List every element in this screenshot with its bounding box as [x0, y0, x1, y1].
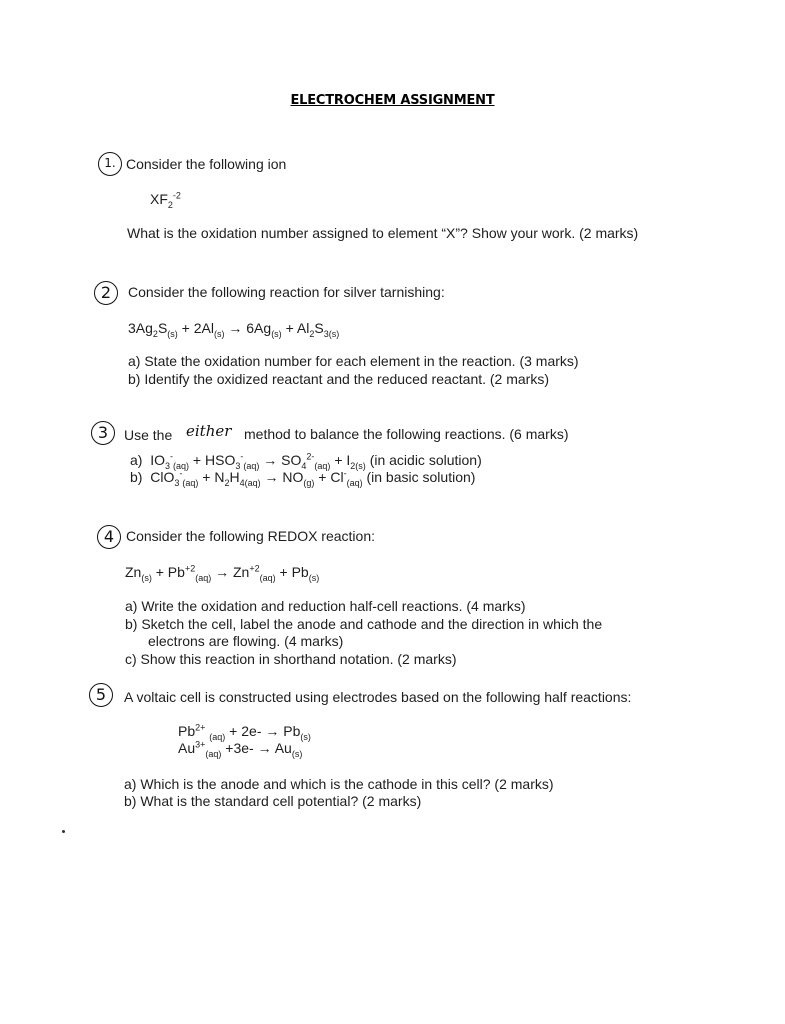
question-1-intro: Consider the following ion — [126, 156, 287, 172]
question-4-number-circle — [97, 525, 121, 549]
page-title: ELECTROCHEM ASSIGNMENT — [290, 93, 495, 108]
question-1-prompt: What is the oxidation number assigned to element “X”? Show your work. (2 marks) — [127, 225, 639, 241]
question-3-handwritten-word: either — [186, 422, 232, 440]
question-4-intro: Consider the following REDOX reaction: — [126, 528, 376, 544]
question-5-number-circle — [89, 683, 113, 707]
question-4-equation: $Zn_{(s)} + Pb^{+2}_{(aq)} \to Zn^{+2}_{(aq)} + Pb_{(s)}$ — [125, 563, 320, 583]
question-3-reaction-b: b) $ClO_3^-_{(aq)} + N_2H_{4(aq)} \to NO_{(g)} + Cl^-_{(aq)}$ (in basic solution) — [130, 468, 476, 488]
question-2-number: 2 — [100, 283, 112, 302]
question-1-ion: $XF_2^{-2}$ — [150, 190, 181, 210]
question-5-part-a: a) Which is the anode and which is the cathode in this cell? (2 marks) — [124, 776, 554, 792]
question-3-number: 3 — [97, 423, 109, 442]
question-3-number-circle — [91, 421, 115, 445]
question-2-number-circle — [94, 281, 118, 305]
question-3-reaction-a: a) $IO_3^-_{(aq)} + HSO_3^-_{(aq)} \to SO_4^{2-}_{(aq)} + I_{2(s)}$ (in acidic solution) — [130, 451, 482, 471]
question-2-part-a: a) State the oxidation number for each element in the reaction. (3 marks) — [128, 353, 579, 369]
question-5-part-b: b) What is the standard cell potential? (2 marks) — [124, 793, 422, 809]
stray-mark — [62, 830, 65, 833]
question-5-number: 5 — [95, 685, 107, 704]
question-2-part-b: b) Identify the oxidized reactant and the reduced reactant. (2 marks) — [128, 371, 550, 387]
question-4-part-a: a) Write the oxidation and reduction half-cell reactions. (4 marks) — [125, 598, 526, 614]
question-1-number: 1. — [104, 156, 116, 170]
question-3-intro-post: method to balance the following reactions. (6 marks) — [244, 426, 569, 442]
question-2-intro: Consider the following reaction for silver tarnishing: — [128, 284, 445, 300]
question-5-half-reaction-2: $Au^{3+}_{(aq)} +3e- \to Au_{(s)}$ — [178, 739, 303, 759]
question-2-equation: $3Ag_2S_{(s)} + 2Al_{(s)} \to 6Ag_{(s)} + Al_2S_{3(s)}$ — [128, 320, 340, 339]
question-1-number-circle — [98, 152, 122, 176]
question-4-part-c: c) Show this reaction in shorthand notation. (2 marks) — [125, 651, 457, 667]
question-5-intro: A voltaic cell is constructed using electrodes based on the following half reactions: — [124, 689, 632, 705]
question-4-number: 4 — [103, 527, 115, 546]
question-3-intro-pre: Use the — [124, 427, 173, 443]
question-4-part-b-line-1: b) Sketch the cell, label the anode and cathode and the direction in which the — [125, 616, 603, 632]
question-5-half-reaction-1: $Pb^{2+}$ $_{(aq)} + 2e- \to Pb_{(s)}$ — [178, 722, 311, 742]
question-4-part-b-line-2: electrons are flowing. (4 marks) — [148, 633, 344, 649]
